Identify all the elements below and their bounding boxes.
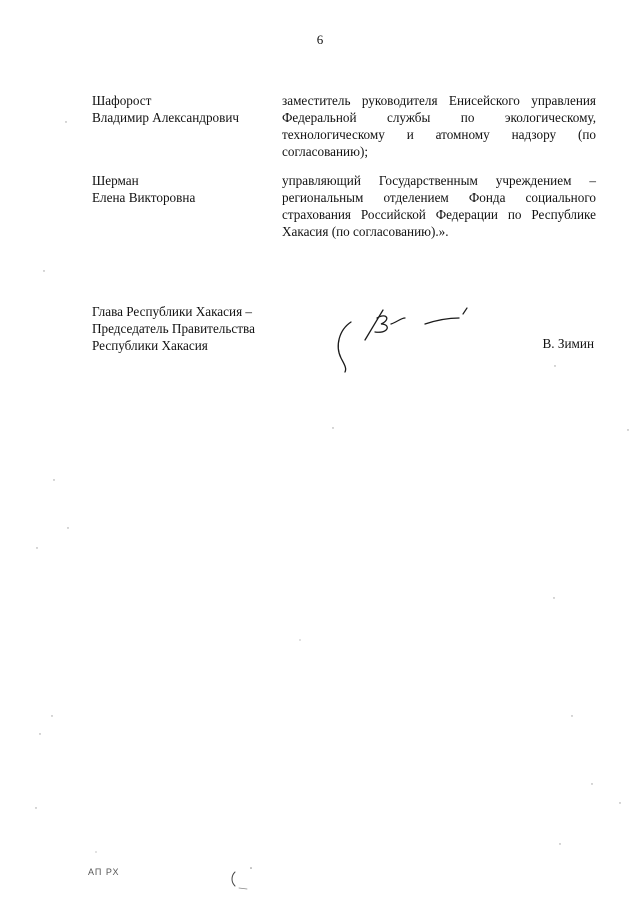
member-surname: Шафорост	[92, 93, 152, 108]
signatory-title-line: Глава Республики Хакасия –	[92, 304, 253, 319]
member-given-names: Елена Викторовна	[92, 190, 196, 205]
page-number: 6	[316, 32, 324, 47]
member-surname: Шерман	[92, 173, 139, 188]
member-role: управляющий Государственным учреждением – региональным отделением Фонда социального страхования Российской Федерации по Республике Хакасия (по согласованию).».	[282, 173, 596, 239]
archive-code: АП РХ	[88, 867, 120, 877]
signatory-title-line: Республики Хакасия	[92, 338, 208, 353]
member-role: заместитель руководителя Енисейского управления Федеральной службы по экологическому, технологическому и атомному надзору (по согласованию);	[282, 93, 596, 159]
signatory-title-line: Председатель Правительства	[92, 321, 255, 336]
signatory-name: В. Зимин	[542, 336, 594, 351]
member-given-names: Владимир Александрович	[92, 110, 240, 125]
